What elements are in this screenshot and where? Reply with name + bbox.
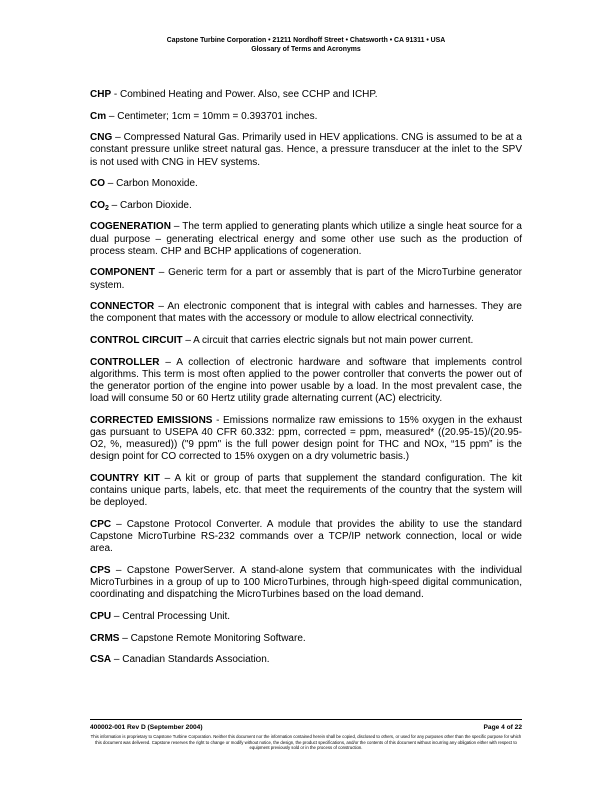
glossary-entry	[90, 633, 522, 645]
glossary-definition: – An electronic component that is integral with cables and harnesses. They are the component that mates with the accessory or module to allow electrical connectivity.	[90, 301, 522, 325]
glossary-entry	[90, 335, 522, 347]
glossary-term: CONTROLLER	[90, 356, 160, 368]
glossary-term: CPS	[90, 564, 111, 576]
glossary-definition: – The term applied to generating plants which utilize a single heat source for a dual purpose – generating electrical energy and some other use such as the production of process steam. CHP and BCHP applications of cogeneration.	[90, 221, 522, 257]
glossary-term: CRMS	[90, 632, 120, 644]
glossary-entry	[90, 473, 522, 510]
glossary-term: CNG	[90, 132, 113, 144]
glossary-entry	[90, 178, 522, 190]
glossary-term: Cm	[90, 110, 107, 122]
glossary-term: COMPONENT	[90, 267, 155, 279]
glossary-definition: – Carbon Monoxide.	[105, 178, 198, 190]
proprietary-disclaimer: This information is proprietary to Capstone Turbine Corporation. Neither this document nor the information contained herein shall be copied, disclosed to others, or used for any purposes other than the specific purpose for which this document was delivered. Capstone reserves the right to change or modify without notice, the design, the product specifications, and/or the contents of this document without incurring any obligation either with respect to equipment previously sold or in the process of construction.	[90, 734, 522, 751]
document-title: Glossary of Terms and Acronyms	[251, 46, 361, 53]
glossary-definition: – Capstone Protocol Converter. A module that provides the ability to use the standard Capstone MicroTurbine RS-232 commands over a TCP/IP network connection, local or wide area.	[90, 518, 522, 555]
glossary-entries	[90, 89, 522, 676]
glossary-definition: - Emissions normalize raw emissions to 15% oxygen in the exhaust gas pursuant to USEPA 40 CFR 60.332: ppm, corrected = ppm, measured* ((20.95-15)/(20.95-O2, %, measured)) ("9 ppm" is the full power design point for THC and NOx, “15 ppm” is the design point for CO corrected to 15% oxygen on a dry volumetric basis.)	[90, 414, 522, 463]
glossary-definition: – Canadian Standards Association.	[111, 654, 270, 666]
page-number: Page 4 of 22	[483, 724, 522, 731]
glossary-entry	[90, 200, 522, 212]
term-subscript: 2	[105, 204, 109, 212]
page-footer	[90, 719, 522, 751]
glossary-entry	[90, 565, 522, 602]
glossary-entry	[90, 89, 522, 101]
glossary-definition: – A circuit that carries electric signals but not main power current.	[182, 334, 474, 346]
glossary-entry	[90, 357, 522, 406]
glossary-definition: - Combined Heating and Power. Also, see CCHP and ICHP.	[111, 89, 378, 100]
glossary-entry	[90, 415, 522, 464]
glossary-term: CONNECTOR	[90, 301, 155, 313]
glossary-definition: – Capstone Remote Monitoring Software.	[119, 632, 306, 644]
glossary-entry	[90, 267, 522, 291]
glossary-definition: – Compressed Natural Gas. Primarily used in HEV applications. CNG is assumed to be at a constant pressure unlike street natural gas. Hence, a pressure transducer at the inlet to the SPV is not used with CNG in HEV systems.	[90, 132, 522, 168]
page-header	[0, 36, 612, 54]
footer-divider	[90, 719, 522, 720]
company-address-line: Capstone Turbine Corporation • 21211 Nordhoff Street • Chatsworth • CA 91311 • USA	[166, 37, 446, 44]
glossary-entry	[90, 132, 522, 169]
glossary-entry	[90, 111, 522, 123]
glossary-definition: – Central Processing Unit.	[111, 610, 231, 622]
glossary-definition: – A kit or group of parts that supplement the standard configuration. The kit contains unique parts, labels, etc. that meet the requirements of the country that the system will be deployed.	[90, 472, 522, 509]
glossary-term: CSA	[90, 654, 112, 666]
glossary-term: CO	[90, 178, 105, 190]
glossary-definition: – A collection of electronic hardware and software that implements control algorithms. This term is most often applied to the power controller that converts the power out of the generator portion of the engine into power usable by a load. In the most prevalent case, the load will consume 50 or 60 Hertz utility grade alternating current (AC) electricity.	[90, 356, 522, 405]
glossary-term: CPC	[90, 518, 112, 530]
glossary-term: CORRECTED EMISSIONS	[90, 414, 213, 426]
document-number: 400002-001 Rev D (September 2004)	[90, 724, 203, 731]
glossary-term: $CO_2$	[90, 199, 109, 212]
glossary-entry	[90, 221, 522, 258]
glossary-term: CPU	[90, 610, 112, 622]
glossary-definition: – Generic term for a part or assembly that is part of the MicroTurbine generator system.	[90, 267, 522, 291]
glossary-entry	[90, 519, 522, 556]
glossary-definition: – Carbon Dioxide.	[108, 199, 192, 211]
glossary-definition: – Centimeter; 1cm = 10mm = 0.393701 inches.	[106, 110, 318, 122]
glossary-entry	[90, 654, 522, 666]
glossary-term: CHP	[90, 89, 112, 100]
glossary-term: COUNTRY KIT	[90, 472, 160, 484]
glossary-entry	[90, 301, 522, 325]
glossary-entry	[90, 611, 522, 623]
glossary-term: COGENERATION	[90, 221, 171, 233]
glossary-definition: – Capstone PowerServer. A stand-alone system that communicates with the individual MicroTurbines in a group of up to 100 MicroTurbines, through high-speed digital communication, coordinating and dispatching the MicroTurbines based on the load demand.	[90, 564, 522, 601]
glossary-term: CONTROL CIRCUIT	[90, 334, 183, 346]
